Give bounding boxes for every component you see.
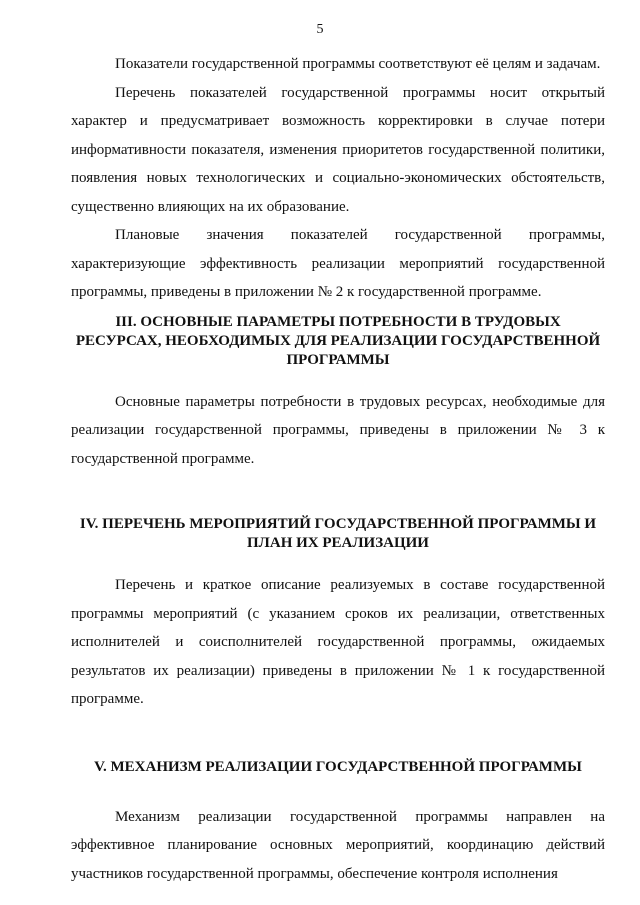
section-5-text: Механизм реализации государственной программы направлен на эффективное планирование основных мероприятий, координацию действий участников государственной программы, обеспечение контроля исполнения [71,808,605,882]
section-3-text: Основные параметры потребности в трудовых ресурсах, необходимые для реализации государственной программы, приведены в приложении № 3 к государственной программе. [71,393,605,467]
section-5-heading: V. МЕХАНИЗМ РЕАЛИЗАЦИИ ГОСУДАРСТВЕННОЙ ПРОГРАММЫ [94,758,582,775]
section-4-heading: IV. ПЕРЕЧЕНЬ МЕРОПРИЯТИЙ ГОСУДАРСТВЕННОЙ ПРОГРАММЫ И ПЛАН ИХ РЕАЛИЗАЦИИ [79,516,597,551]
paragraph-indicators-goals: Показатели государственной программы соответствуют её целям и задачам. [115,56,601,72]
section-4-text: Перечень и краткое описание реализуемых в составе государственной программы мероприятий (с указанием сроков их реализации, ответственных исполнителей и соисполнителей государственной программы, ожидаемых результатов их реализации) приведены в приложении № 1 к государственной программе. [71,577,605,707]
page-number: 5 [316,22,324,37]
paragraph-planned-values: Плановые значения показателей государственной программы, характеризующие эффективность реализации мероприятий государственной программы, приведены в приложении № 2 к государственной программе. [71,227,605,300]
paragraph-indicators-list: Перечень показателей государственной программы носит открытый характер и предусматривает возможность корректировки в случае потери информативности показателя, изменения приоритетов государственной политики, появления новых технологических и социально-экономических обстоятельств, существенно влияющих на их образование. [71,84,605,215]
section-3-heading: III. ОСНОВНЫЕ ПАРАМЕТРЫ ПОТРЕБНОСТИ В ТРУДОВЫХ РЕСУРСАХ, НЕОБХОДИМЫХ ДЛЯ РЕАЛИЗАЦИИ ГОСУДАРСТВЕННОЙ ПРОГРАММЫ [75,313,601,368]
page-content [71,50,605,888]
